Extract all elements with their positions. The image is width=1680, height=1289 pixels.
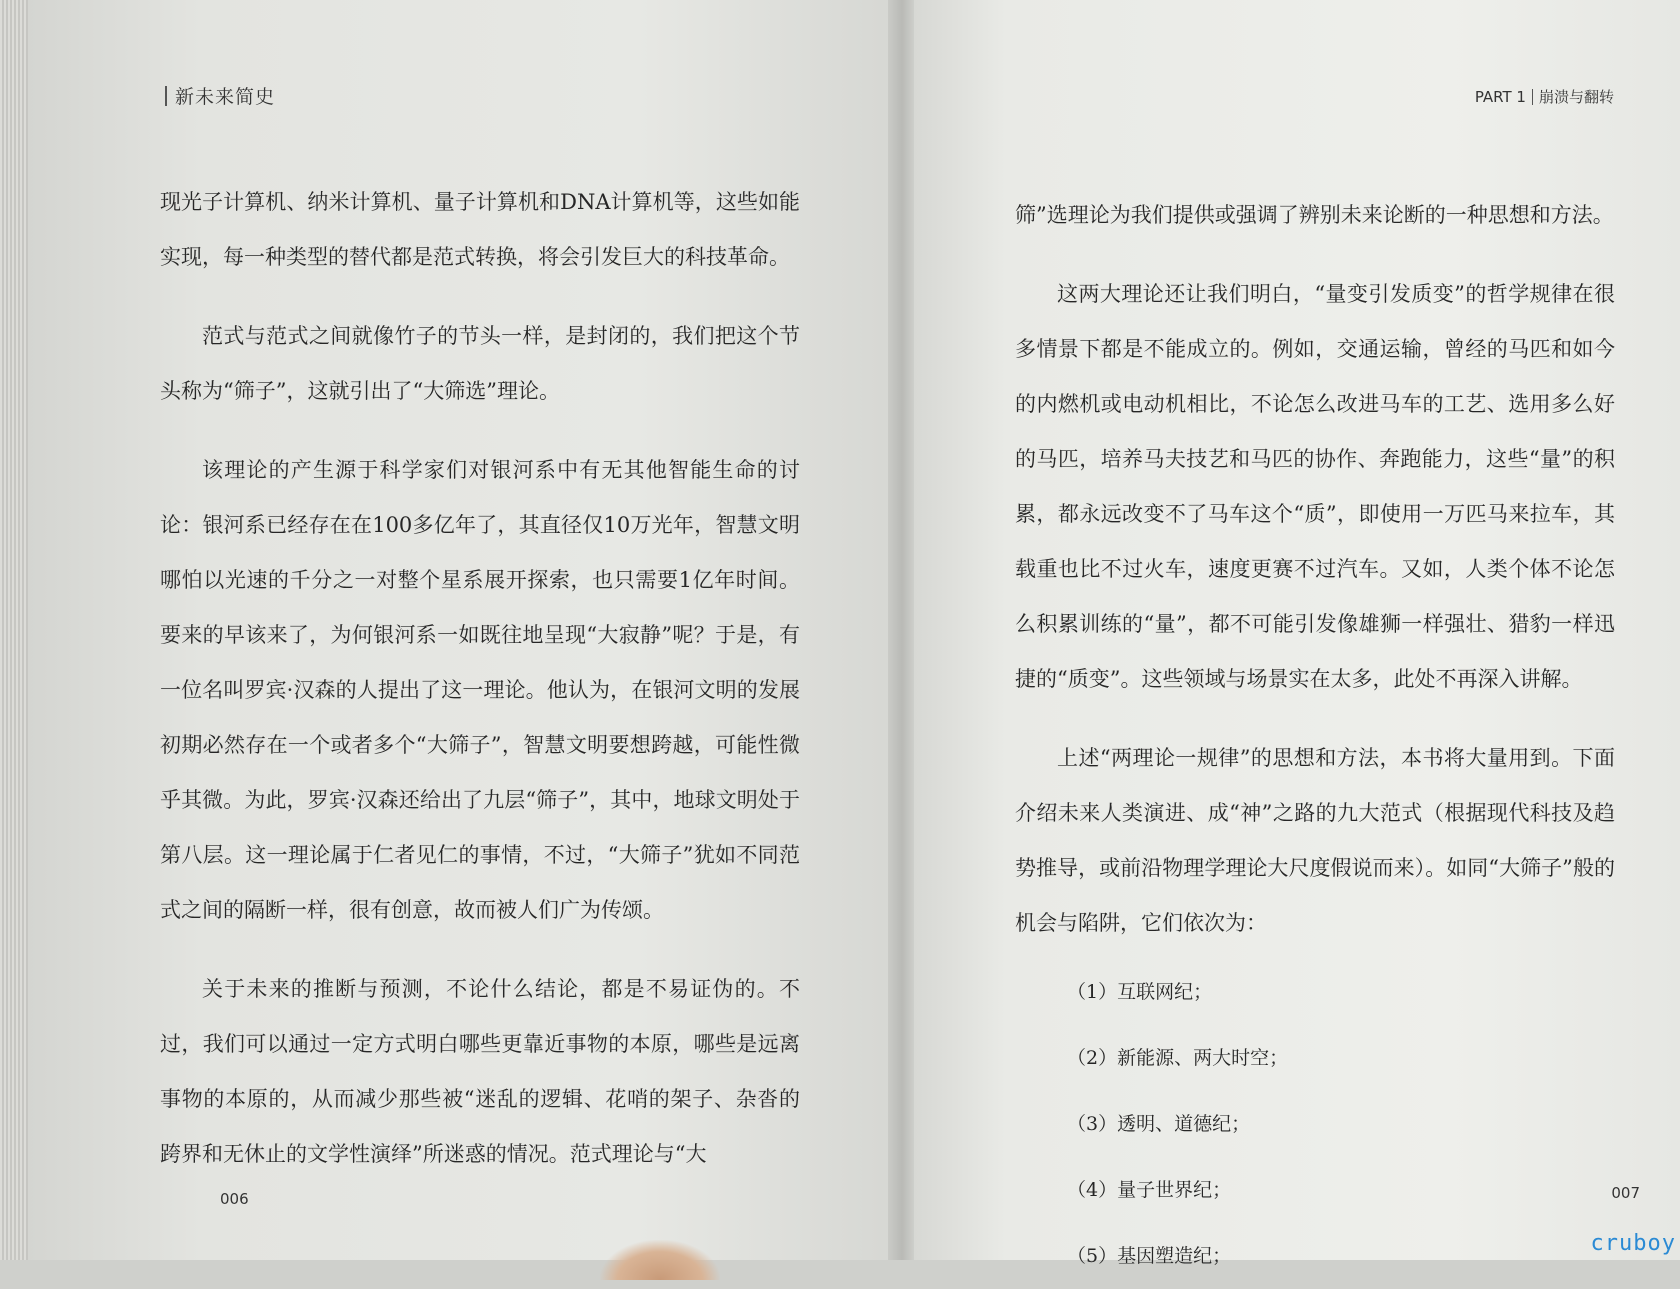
paragraph: 现光子计算机、纳米计算机、量子计算机和DNA计算机等，这些如能实现，每一种类型的替代都是范式转换，将会引发巨大的科技革命。 — [160, 190, 800, 269]
book-title: 新未来简史 — [175, 86, 276, 108]
paragraph: 筛”选理论为我们提供或强调了辨别未来论断的一种思想和方法。 — [1015, 203, 1614, 227]
paragraph: 关于未来的推断与预测，不论什么结论，都是不易证伪的。不过，我们可以通过一定方式明白哪些更靠近事物的本原，哪些是远离事物的本原的，从而减少那些被“迷乱的逻辑、花哨的架子、杂沓的跨界和无休止的文学性演绎”所迷惑的情况。范式理论与“大 — [160, 977, 800, 1166]
running-head-bar — [1532, 89, 1533, 105]
left-body-text — [160, 175, 800, 1182]
paragraph: 范式与范式之间就像竹子的节头一样，是封闭的，我们把这个节头称为“筛子”，这就引出了“大筛选”理论。 — [160, 324, 800, 403]
left-running-head — [165, 82, 275, 109]
list-item: （2）新能源、两大时空； — [1067, 1047, 1289, 1069]
list-item: （5）基因塑造纪； — [1067, 1245, 1232, 1267]
right-body-text — [1015, 188, 1615, 1289]
list-item: （1）互联网纪； — [1067, 981, 1213, 1003]
right-running-head — [1475, 86, 1614, 107]
paragraph: 该理论的产生源于科学家们对银河系中有无其他智能生命的讨论：银河系已经存在在100多亿年了，其直径仅10万光年，智慧文明哪怕以光速的千分之一对整个星系展开探索，也只需要1亿年时间。要来的早该来了，为何银河系一如既往地呈现“大寂静”呢？于是，有一位名叫罗宾·汉森的人提出了这一理论。他认为，在银河文明的发展初期必然存在一个或者多个“大筛子”，智慧文明要想跨越，可能性微乎其微。为此，罗宾·汉森还给出了九层“筛子”，其中，地球文明处于第八层。这一理论属于仁者见仁的事情，不过，“大筛子”犹如不同范式之间的隔断一样，很有创意，故而被人们广为传颂。 — [160, 458, 800, 922]
finger-shadow — [600, 1240, 720, 1280]
paragraph: 这两大理论还让我们明白，“量变引发质变”的哲学规律在很多情景下都是不能成立的。例如，交通运输，曾经的马匹和如今的内燃机或电动机相比，不论怎么改进马车的工艺、选用多么好的马匹，培养马夫技艺和马匹的协作、奔跑能力，这些“量”的积累，都永远改变不了马车这个“质”，即使用一万匹马来拉车，其载重也比不过火车，速度更赛不过汽车。又如，人类个体不论怎么积累训练的“量”，都不可能引发像雄狮一样强壮、猎豹一样迅捷的“质变”。这些领域与场景实在太多，此处不再深入讲解。 — [1015, 282, 1615, 691]
right-page-number: 007 — [1611, 1184, 1640, 1202]
list-item: （3）透明、道德纪； — [1067, 1113, 1251, 1135]
running-head-bar — [165, 86, 167, 106]
left-page-number: 006 — [220, 1190, 249, 1208]
book-gutter — [888, 0, 916, 1260]
list-item: （4）量子世界纪； — [1067, 1179, 1232, 1201]
chapter-title: 崩溃与翻转 — [1538, 88, 1614, 106]
paragraph: 上述“两理论一规律”的思想和方法，本书将大量用到。下面介绍未来人类演进、成“神”之路的九大范式（根据现代科技及趋势推导，或前沿物理学理论大尺度假说而来）。如同“大筛子”般的机会与陷阱，它们依次为： — [1015, 746, 1615, 935]
watermark: cruboy — [1590, 1231, 1676, 1256]
page-edge-stack — [0, 0, 30, 1260]
part-label: PART 1 — [1474, 88, 1526, 106]
